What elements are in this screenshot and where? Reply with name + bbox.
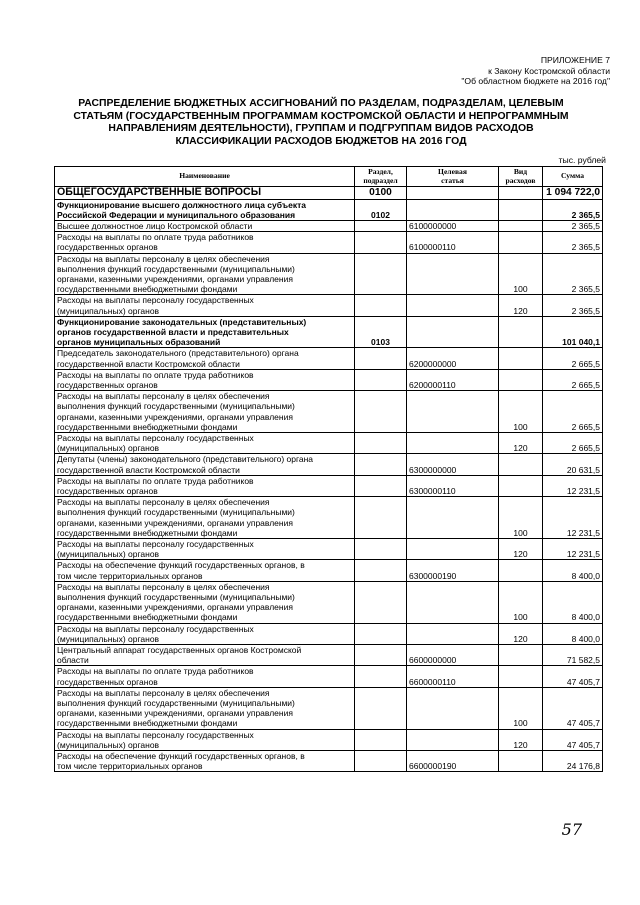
row-name-line: Высшее должностное лицо Костромской области (57, 220, 253, 231)
row-section (355, 729, 407, 750)
row-sum: 8 400,0 (543, 581, 603, 623)
row-type: 120 (499, 623, 543, 644)
row-name-line: органами, казенными учреждениями, органами управления (57, 411, 293, 422)
row-article: 6200000110 (407, 369, 499, 390)
row-type: 120 (499, 295, 543, 316)
row-sum: 2 665,5 (543, 391, 603, 433)
table-row (55, 187, 603, 200)
appendix-note (461, 55, 610, 87)
row-article: 6200000000 (407, 348, 499, 369)
row-type (499, 187, 543, 200)
row-article: 6100000110 (407, 232, 499, 253)
header-article-line-2: статья (441, 175, 464, 185)
row-sum: 2 365,5 (543, 199, 603, 220)
row-type (499, 220, 543, 231)
row-name-line: органами, казенными учреждениями, органами управления (57, 517, 293, 528)
row-name-line: Расходы на обеспечение функций государственных органов, в (57, 751, 305, 762)
header-article (407, 167, 499, 187)
row-type: 100 (499, 391, 543, 433)
table-row (55, 432, 603, 453)
page-number: 57 (561, 820, 582, 839)
row-name (55, 348, 355, 369)
row-name-line: органами, казенными учреждениями, органами управления (57, 708, 293, 719)
row-name-line: выполнения функций государственными (муниципальными) (57, 263, 295, 274)
row-name-line: Расходы на выплаты персоналу в целях обеспечения (57, 581, 270, 592)
row-name-line: ОБЩЕГОСУДАРСТВЕННЫЕ ВОПРОСЫ (57, 186, 262, 198)
table-header-row (55, 167, 603, 187)
appendix-line-3: "Об областном бюджете на 2016 год" (461, 76, 610, 86)
row-section (355, 475, 407, 496)
row-article (407, 187, 499, 200)
row-name-line: государственными внебюджетными фондами (57, 421, 238, 432)
row-name-line: Расходы на выплаты персоналу государственных (57, 539, 254, 549)
row-sum: 2 665,5 (543, 369, 603, 390)
row-name-line: (муниципальных) органов (57, 549, 160, 560)
row-name-line: органами, казенными учреждениями, органами управления (57, 602, 293, 613)
row-article (407, 729, 499, 750)
row-name (55, 220, 355, 231)
row-article: 6300000110 (407, 475, 499, 496)
units-label: тыс. рублей (558, 155, 606, 165)
row-article (407, 391, 499, 433)
row-sum: 12 231,5 (543, 539, 603, 560)
header-section-line-1: Раздел, (368, 166, 393, 176)
row-article (407, 539, 499, 560)
table-row (55, 623, 603, 644)
row-section (355, 581, 407, 623)
document-title (62, 98, 580, 148)
row-name-line: том числе территориальных органов (57, 761, 203, 772)
row-sum: 71 582,5 (543, 645, 603, 666)
row-name (55, 560, 355, 581)
title-line-1: РАСПРЕДЕЛЕНИЕ БЮДЖЕТНЫХ АССИГНОВАНИЙ ПО РАЗДЕЛАМ, ПОДРАЗДЕЛАМ, ЦЕЛЕВЫМ (78, 98, 564, 109)
row-name (55, 187, 355, 200)
table-row (55, 316, 603, 348)
row-name-line: Расходы на выплаты персоналу в целях обеспечения (57, 687, 270, 698)
row-section: 0102 (355, 199, 407, 220)
row-article: 6100000000 (407, 220, 499, 231)
table-row (55, 666, 603, 687)
table-row (55, 220, 603, 231)
table-row (55, 729, 603, 750)
row-sum: 2 365,5 (543, 295, 603, 316)
title-line-4: КЛАССИФИКАЦИИ РАСХОДОВ БЮДЖЕТОВ НА 2016 ГОД (175, 135, 467, 147)
row-section (355, 560, 407, 581)
row-type (499, 475, 543, 496)
row-name-line: государственной власти Костромской области (57, 358, 240, 369)
row-sum: 2 365,5 (543, 253, 603, 295)
table-row (55, 475, 603, 496)
table-row (55, 199, 603, 220)
row-article (407, 199, 499, 220)
row-name (55, 295, 355, 316)
row-name-line: государственной власти Костромской области (57, 464, 240, 475)
row-section: 0103 (355, 316, 407, 348)
row-name-line: Расходы на выплаты персоналу в целях обеспечения (57, 253, 270, 264)
appendix-line-1: ПРИЛОЖЕНИЕ 7 (540, 55, 610, 65)
row-name-line: Российской Федерации и муниципального образования (57, 209, 296, 220)
row-name-line: (муниципальных) органов (57, 443, 160, 454)
row-name-line: (муниципальных) органов (57, 739, 160, 750)
header-section (355, 167, 407, 187)
row-section (355, 348, 407, 369)
title-line-2: СТАТЬЯМ (ГОСУДАРСТВЕННЫМ ПРОГРАММАМ КОСТРОМСКОЙ ОБЛАСТИ И НЕПРОГРАММНЫМ (73, 110, 569, 122)
row-sum: 2 365,5 (543, 220, 603, 231)
row-sum: 47 405,7 (543, 687, 603, 729)
row-name-line: Расходы на обеспечение функций государственных органов, в (57, 560, 305, 571)
row-sum: 8 400,0 (543, 623, 603, 644)
row-sum: 1 094 722,0 (543, 187, 603, 200)
row-section: 0100 (355, 187, 407, 200)
row-name-line: органов государственной власти и представительных (57, 326, 289, 337)
row-name-line: выполнения функций государственными (муниципальными) (57, 698, 295, 709)
row-article (407, 687, 499, 729)
table-row (55, 581, 603, 623)
row-section (355, 623, 407, 644)
row-sum: 20 631,5 (543, 454, 603, 475)
row-name (55, 369, 355, 390)
row-name-line: Расходы на выплаты персоналу государственных (57, 295, 254, 306)
row-name (55, 581, 355, 623)
row-name-line: государственными внебюджетными фондами (57, 612, 238, 623)
row-name-line: (муниципальных) органов (57, 633, 160, 644)
row-name-line: государственных органов (57, 676, 158, 687)
row-section (355, 369, 407, 390)
row-section (355, 751, 407, 772)
row-name-line: государственных органов (57, 242, 158, 253)
row-type (499, 666, 543, 687)
row-name (55, 539, 355, 560)
row-section (355, 454, 407, 475)
row-section (355, 391, 407, 433)
row-article (407, 623, 499, 644)
header-name: Наименование (55, 167, 355, 187)
row-name (55, 316, 355, 348)
row-type (499, 645, 543, 666)
row-name-line: Функционирование законодательных (представительных) (57, 316, 307, 327)
row-name-line: органов муниципальных образований (57, 337, 221, 348)
header-type-line-1: Вид (513, 166, 528, 176)
header-type-line-2: расходов (505, 175, 536, 185)
row-type: 120 (499, 539, 543, 560)
row-sum: 2 365,5 (543, 232, 603, 253)
row-sum: 101 040,1 (543, 316, 603, 348)
row-article: 6600000190 (407, 751, 499, 772)
table-row (55, 687, 603, 729)
row-section (355, 253, 407, 295)
row-type: 120 (499, 432, 543, 453)
row-name (55, 751, 355, 772)
row-name-line: государственными внебюджетными фондами (57, 718, 238, 729)
row-name-line: том числе территориальных органов (57, 570, 203, 581)
header-section-line-2: подраздел (363, 175, 398, 185)
row-name-line: Расходы на выплаты персоналу государственных (57, 729, 254, 740)
row-type (499, 232, 543, 253)
row-section (355, 666, 407, 687)
row-name-line: Депутаты (члены) законодательного (представительного) органа (57, 454, 314, 465)
row-section (355, 220, 407, 231)
row-section (355, 645, 407, 666)
title-line-3: НАПРАВЛЕНИЯМ ДЕЯТЕЛЬНОСТИ), ГРУППАМ И ПОДГРУППАМ ВИДОВ РАСХОДОВ (108, 123, 534, 135)
row-sum: 12 231,5 (543, 475, 603, 496)
row-type (499, 316, 543, 348)
row-name (55, 645, 355, 666)
row-type (499, 369, 543, 390)
table-row (55, 295, 603, 316)
row-name (55, 454, 355, 475)
row-name (55, 391, 355, 433)
row-article (407, 253, 499, 295)
row-name-line: органами, казенными учреждениями, органами управления (57, 273, 293, 284)
appendix-line-2: к Закону Костромской области (488, 65, 610, 76)
row-article (407, 295, 499, 316)
row-name (55, 729, 355, 750)
row-name-line: Расходы на выплаты персоналу в целях обеспечения (57, 497, 270, 508)
row-sum: 12 231,5 (543, 497, 603, 539)
row-type: 100 (499, 253, 543, 295)
row-article (407, 497, 499, 539)
header-sum: Сумма (543, 167, 603, 187)
row-article (407, 581, 499, 623)
row-type: 100 (499, 581, 543, 623)
row-name-line: Расходы на выплаты по оплате труда работников (57, 369, 254, 380)
row-section (355, 687, 407, 729)
row-name-line: Расходы на выплаты по оплате труда работников (57, 475, 254, 486)
budget-table (54, 166, 603, 772)
row-sum: 24 176,8 (543, 751, 603, 772)
row-name (55, 623, 355, 644)
header-type (499, 167, 543, 187)
row-name (55, 497, 355, 539)
row-name-line: Расходы на выплаты персоналу государственных (57, 623, 254, 634)
table-row (55, 645, 603, 666)
row-article: 6600000000 (407, 645, 499, 666)
row-name (55, 232, 355, 253)
row-name (55, 432, 355, 453)
row-name-line: Расходы на выплаты персоналу государственных (57, 432, 254, 443)
row-name-line: области (57, 655, 89, 666)
row-name-line: выполнения функций государственными (муниципальными) (57, 592, 295, 603)
table-row (55, 539, 603, 560)
row-type (499, 454, 543, 475)
row-section (355, 539, 407, 560)
row-article (407, 316, 499, 348)
row-name-line: выполнения функций государственными (муниципальными) (57, 507, 295, 518)
row-name-line: (муниципальных) органов (57, 305, 160, 316)
header-article-line-1: Целевая (438, 166, 467, 176)
table-row (55, 497, 603, 539)
row-article: 6300000190 (407, 560, 499, 581)
row-name-line: государственными внебюджетными фондами (57, 527, 238, 538)
row-article (407, 432, 499, 453)
row-type (499, 199, 543, 220)
row-type: 120 (499, 729, 543, 750)
row-name (55, 666, 355, 687)
row-name (55, 475, 355, 496)
row-type (499, 348, 543, 369)
table-row (55, 369, 603, 390)
row-name-line: Функционирование высшего должностного лица субъекта (57, 199, 306, 210)
row-type: 100 (499, 497, 543, 539)
row-name (55, 253, 355, 295)
row-section (355, 295, 407, 316)
row-sum: 2 665,5 (543, 432, 603, 453)
row-name-line: Председатель законодательного (представительного) органа (57, 348, 299, 359)
row-sum: 8 400,0 (543, 560, 603, 581)
table-row (55, 232, 603, 253)
table-row (55, 560, 603, 581)
table-row (55, 751, 603, 772)
row-type (499, 751, 543, 772)
row-name-line: государственных органов (57, 485, 158, 496)
row-name-line: Расходы на выплаты по оплате труда работников (57, 232, 254, 243)
table-row (55, 454, 603, 475)
table-row (55, 253, 603, 295)
row-name-line: Расходы на выплаты по оплате труда работников (57, 666, 254, 677)
table-row (55, 391, 603, 433)
row-name-line: Расходы на выплаты персоналу в целях обеспечения (57, 391, 270, 402)
row-type: 100 (499, 687, 543, 729)
row-sum: 47 405,7 (543, 666, 603, 687)
row-section (355, 432, 407, 453)
row-name (55, 687, 355, 729)
row-name-line: государственных органов (57, 379, 158, 390)
row-type (499, 560, 543, 581)
row-name-line: выполнения функций государственными (муниципальными) (57, 401, 295, 412)
row-section (355, 497, 407, 539)
row-name (55, 199, 355, 220)
row-name-line: государственными внебюджетными фондами (57, 284, 238, 295)
row-article: 6600000110 (407, 666, 499, 687)
row-sum: 2 665,5 (543, 348, 603, 369)
row-name-line: Центральный аппарат государственных органов Костромской (57, 645, 302, 656)
row-article: 6300000000 (407, 454, 499, 475)
row-sum: 47 405,7 (543, 729, 603, 750)
row-section (355, 232, 407, 253)
table-row (55, 348, 603, 369)
